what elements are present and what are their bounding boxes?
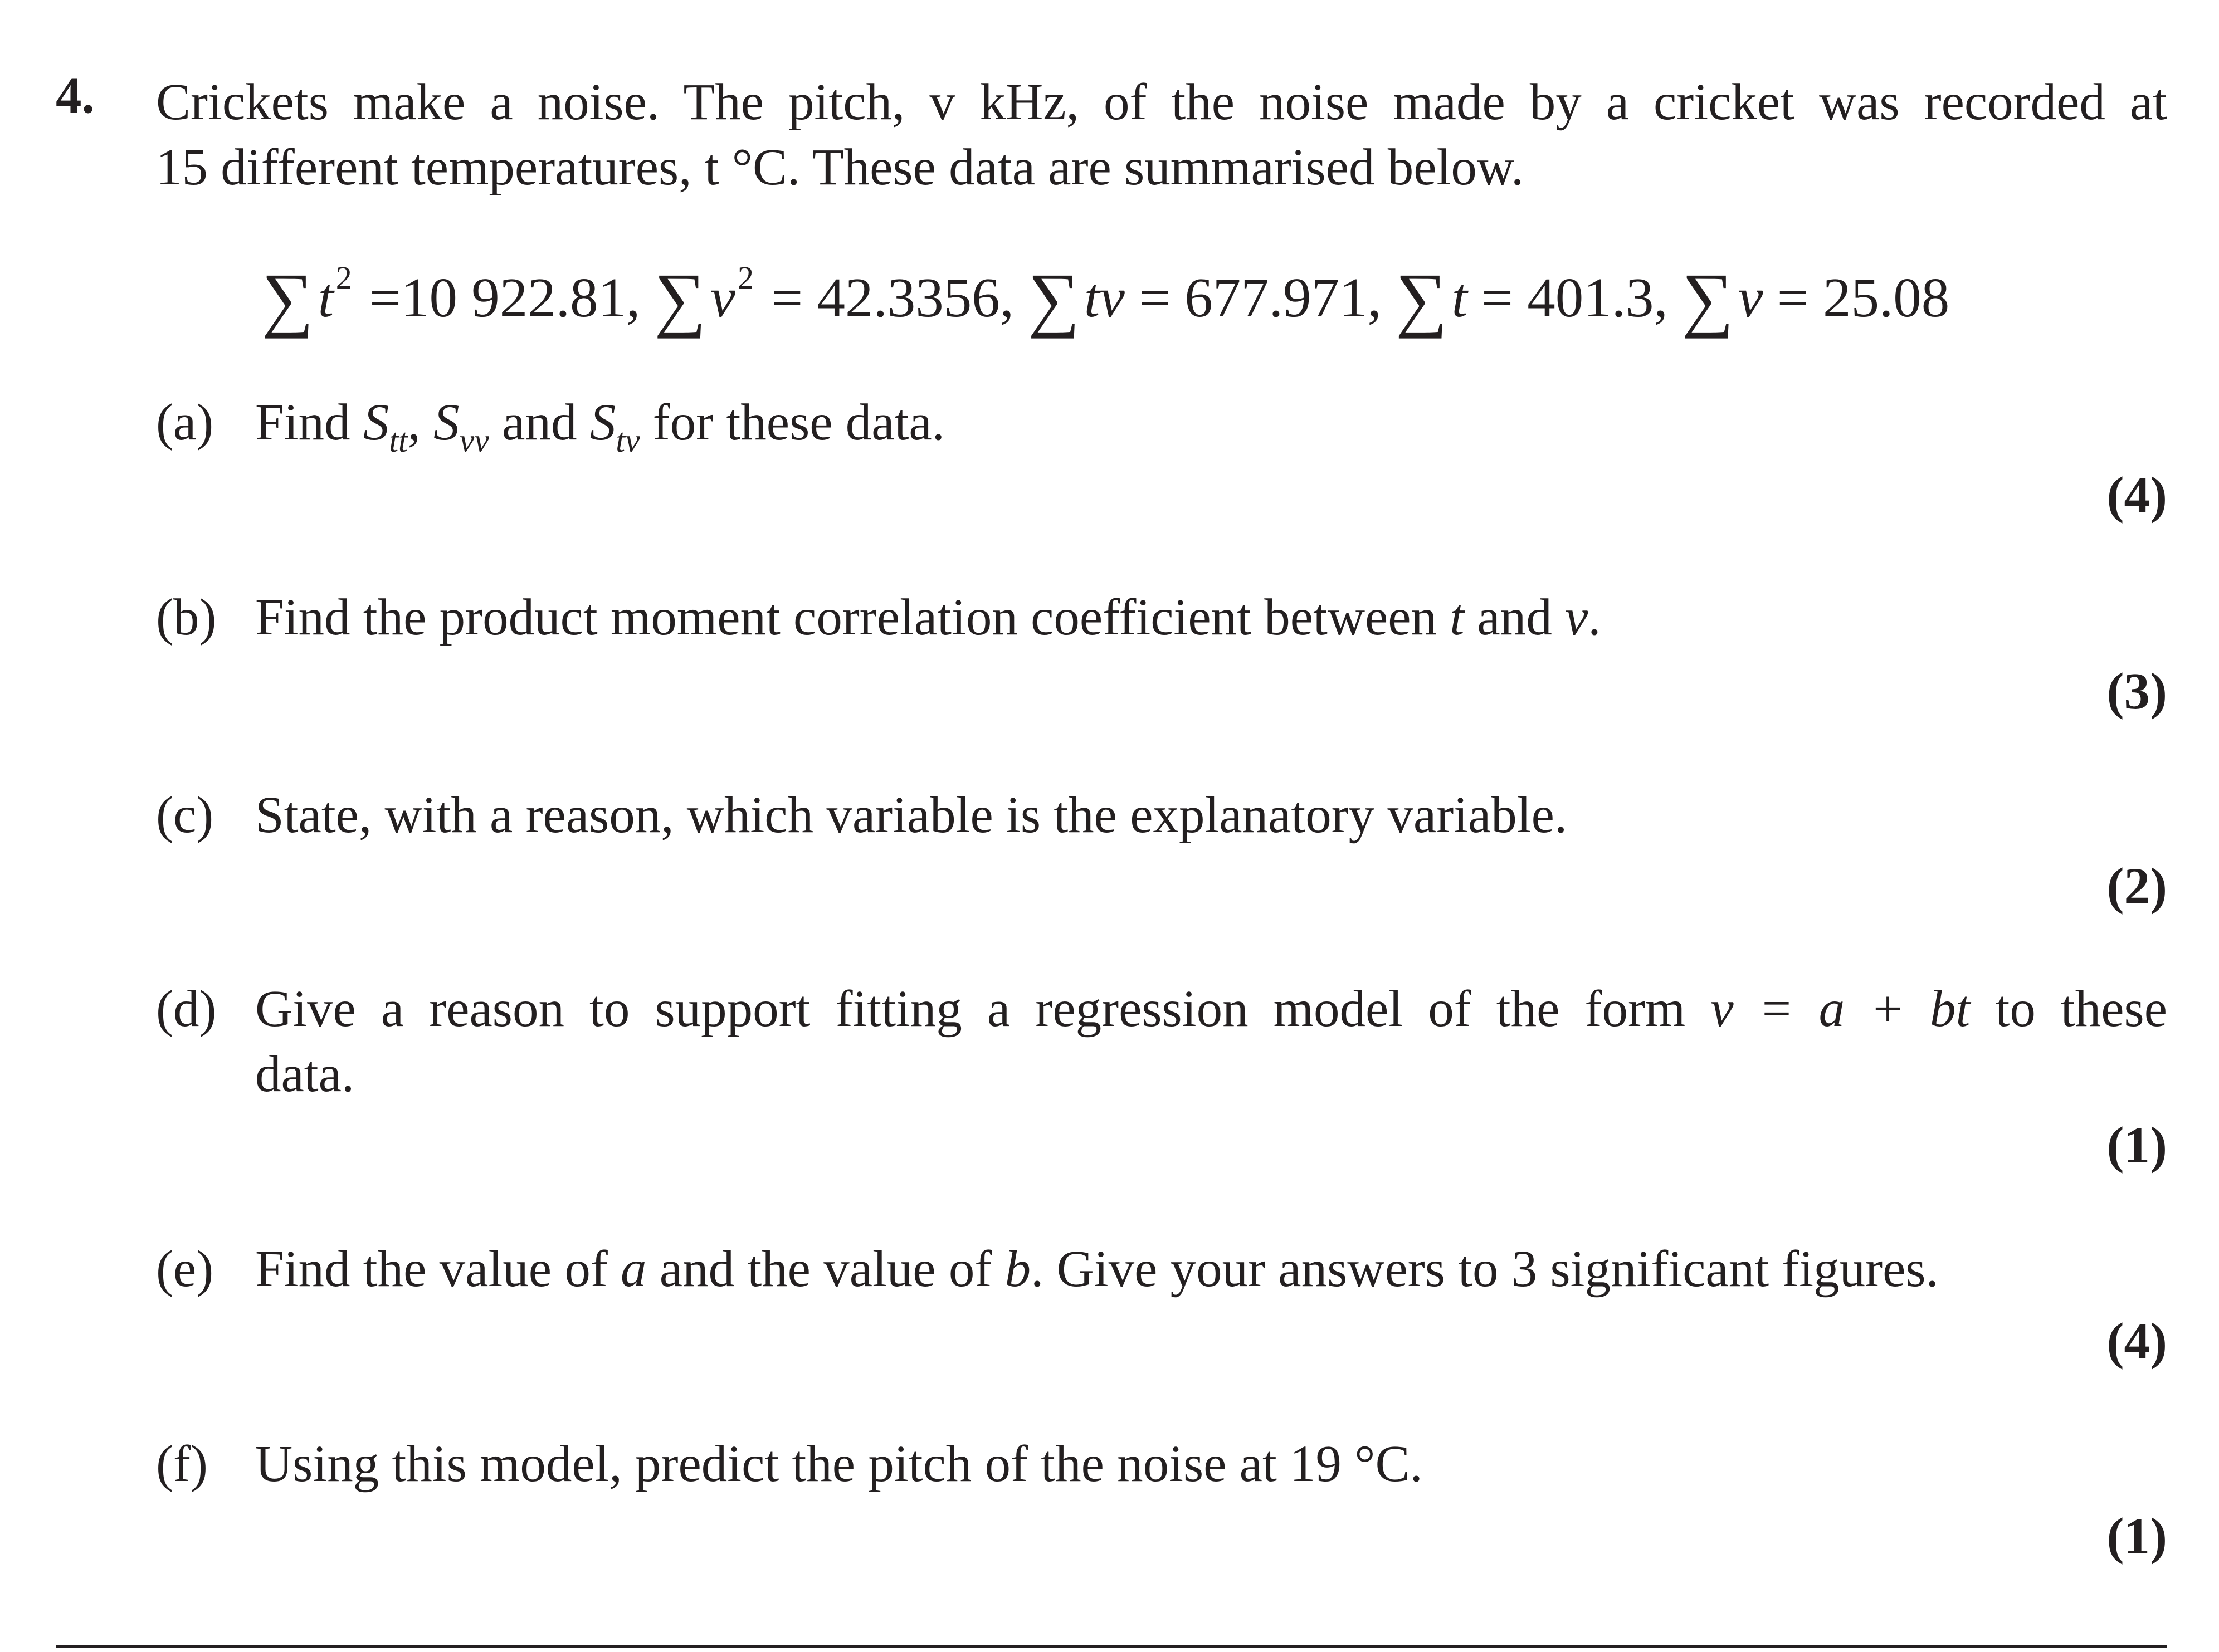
part-a-text-start: Find bbox=[255, 394, 363, 451]
part-e-marks: (4) bbox=[2106, 1313, 2167, 1370]
s-symbol: S bbox=[589, 394, 616, 451]
variable-v: v bbox=[1564, 589, 1588, 646]
part-b-end: . bbox=[1588, 589, 1601, 646]
sum-t2-variable: t bbox=[318, 266, 334, 329]
sum-v-value: = 25.08 bbox=[1763, 266, 1950, 329]
question-number: 4. bbox=[56, 67, 95, 124]
part-a-and: and bbox=[489, 394, 590, 451]
intro-line-2: 15 different temperatures, t °C. These data are summarised below. bbox=[156, 139, 1524, 196]
sigma-symbol: ∑ bbox=[262, 259, 314, 339]
sigma-symbol: ∑ bbox=[1396, 259, 1447, 339]
part-b-text-start: Find the product moment correlation coefficient between bbox=[255, 589, 1450, 646]
part-a-marks: (4) bbox=[2106, 467, 2167, 524]
variable-t: t bbox=[1450, 589, 1465, 646]
part-d-text-after: to these bbox=[1970, 980, 2168, 1038]
sum-v2-exponent: 2 bbox=[738, 260, 754, 296]
data-summary bbox=[262, 259, 1950, 339]
part-b-text bbox=[255, 585, 1601, 650]
sum-t-variable: t bbox=[1451, 266, 1467, 329]
part-b-label: (b) bbox=[156, 589, 217, 646]
bottom-divider bbox=[56, 1645, 2167, 1648]
part-d-text-start: Give a reason to support fitting a regression model of the form bbox=[255, 980, 1711, 1038]
sum-v-variable: v bbox=[1738, 266, 1763, 329]
sum-v2-value: = 42.3356, bbox=[757, 266, 1028, 329]
part-d-label: (d) bbox=[156, 980, 217, 1038]
part-b-and: and bbox=[1464, 589, 1565, 646]
sum-tv-variable: tv bbox=[1084, 266, 1125, 329]
part-f-text: Using this model, predict the pitch of the noise at 19 °C. bbox=[255, 1435, 1423, 1493]
question-intro bbox=[156, 70, 2167, 200]
part-d-text bbox=[255, 976, 2167, 1107]
sum-v2-variable: v bbox=[710, 266, 735, 329]
sum-t2-value: =10 922.81, bbox=[355, 266, 655, 329]
part-e-label: (e) bbox=[156, 1240, 214, 1298]
part-e-text-end: . Give your answers to 3 significant figures. bbox=[1031, 1240, 1939, 1298]
variable-b: b bbox=[1004, 1240, 1031, 1298]
sigma-symbol: ∑ bbox=[1681, 259, 1734, 339]
s-symbol: S bbox=[433, 394, 460, 451]
part-b-marks: (3) bbox=[2106, 663, 2167, 720]
sum-t-value: = 401.3, bbox=[1467, 266, 1682, 329]
sigma-symbol: ∑ bbox=[654, 259, 706, 339]
part-d-line-2: data. bbox=[255, 1045, 355, 1103]
sum-t2-exponent: 2 bbox=[335, 260, 352, 296]
subscript-vv: vv bbox=[459, 422, 489, 459]
sum-tv-value: = 677.971, bbox=[1124, 266, 1396, 329]
subscript-tt: tt bbox=[389, 422, 408, 459]
regression-formula: v = a + bt bbox=[1710, 980, 1971, 1038]
part-d-line-1 bbox=[255, 976, 2167, 1042]
variable-a: a bbox=[621, 1240, 647, 1298]
part-e-text-start: Find the value of bbox=[255, 1240, 621, 1298]
sigma-symbol: ∑ bbox=[1028, 259, 1080, 339]
part-a-text-end: for these data. bbox=[640, 394, 945, 451]
part-f-label: (f) bbox=[156, 1435, 208, 1493]
part-f-marks: (1) bbox=[2106, 1508, 2167, 1565]
part-c-marks: (2) bbox=[2106, 858, 2167, 915]
part-c-label: (c) bbox=[156, 786, 214, 844]
part-a-label: (a) bbox=[156, 394, 214, 451]
part-a-text: Find $S_{tt}$, $S_{vv}$ and $S_{tv}$ for these data. bbox=[255, 394, 945, 459]
subscript-tv: tv bbox=[616, 422, 640, 459]
part-e-text bbox=[255, 1236, 1939, 1302]
intro-line-1: Crickets make a noise. The pitch, v kHz, of the noise made by a cricket was recorded at bbox=[156, 74, 2167, 131]
part-d-marks: (1) bbox=[2106, 1117, 2167, 1174]
s-symbol: S bbox=[363, 394, 389, 451]
part-e-mid: and the value of bbox=[646, 1240, 1005, 1298]
part-c-text: State, with a reason, which variable is the explanatory variable. bbox=[255, 786, 1568, 844]
